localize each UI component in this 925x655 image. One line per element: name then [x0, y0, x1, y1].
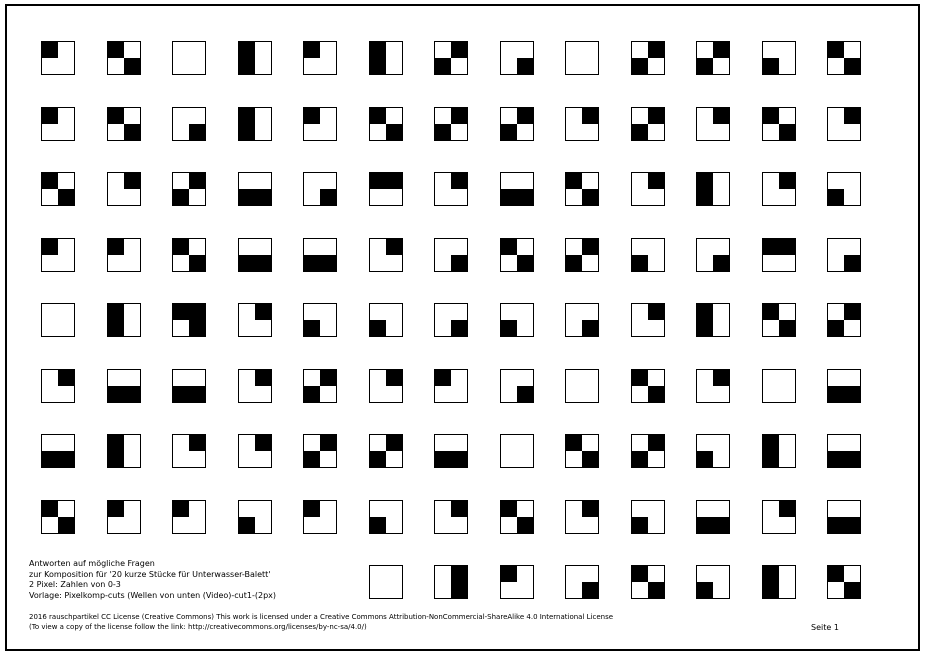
pixel-cell — [41, 369, 75, 403]
black-pixel — [566, 435, 582, 451]
black-pixel — [58, 370, 74, 386]
pixel-cell — [762, 303, 796, 337]
pixel-cell — [172, 369, 206, 403]
pixel-cell — [696, 238, 730, 272]
notes-line-3: 2 Pixel: Zahlen von 0-3 — [29, 580, 121, 589]
black-pixel — [370, 42, 386, 58]
pixel-cell — [762, 500, 796, 534]
notes-line-2: zur Komposition für '20 kurze Stücke für Unterwasser-Balett' — [29, 569, 271, 579]
pixel-cell — [238, 41, 272, 75]
black-pixel — [386, 239, 402, 255]
black-pixel — [173, 239, 189, 255]
black-pixel — [58, 189, 74, 205]
black-pixel — [763, 566, 779, 582]
pixel-cell — [565, 107, 599, 141]
black-pixel — [844, 582, 860, 598]
black-pixel — [648, 435, 664, 451]
black-pixel — [697, 582, 713, 598]
black-pixel — [501, 566, 517, 582]
black-pixel — [828, 517, 844, 533]
black-pixel — [648, 304, 664, 320]
black-pixel — [844, 58, 860, 74]
pixel-cell — [434, 238, 468, 272]
black-pixel — [632, 124, 648, 140]
black-pixel — [648, 42, 664, 58]
black-pixel — [648, 582, 664, 598]
black-pixel — [173, 501, 189, 517]
black-pixel — [255, 304, 271, 320]
pixel-cell — [369, 434, 403, 468]
black-pixel — [763, 451, 779, 467]
black-pixel — [58, 517, 74, 533]
black-pixel — [239, 255, 255, 271]
black-pixel — [451, 566, 467, 582]
pixel-cell — [107, 107, 141, 141]
pixel-cell — [238, 369, 272, 403]
black-pixel — [370, 173, 386, 189]
black-pixel — [517, 189, 533, 205]
black-pixel — [451, 173, 467, 189]
pixel-cell — [827, 500, 861, 534]
pixel-cell — [696, 303, 730, 337]
pixel-cell — [172, 107, 206, 141]
pixel-cell — [41, 303, 75, 337]
black-pixel — [582, 501, 598, 517]
black-pixel — [763, 239, 779, 255]
pixel-cell — [631, 41, 665, 75]
black-pixel — [632, 566, 648, 582]
license-notice — [29, 612, 613, 632]
pixel-cell — [696, 172, 730, 206]
pixel-cell — [107, 41, 141, 75]
black-pixel — [108, 386, 124, 402]
pixel-cell — [762, 172, 796, 206]
pixel-cell — [827, 41, 861, 75]
black-pixel — [239, 108, 255, 124]
pixel-cell — [434, 303, 468, 337]
black-pixel — [844, 304, 860, 320]
pixel-cell — [762, 238, 796, 272]
license-line-1: 2016 rauschpartikel CC License (Creative Commons) This work is licensed under a Creative Commons Attribution-NonCommercial-ShareAlike 4.0 International License — [29, 613, 614, 621]
black-pixel — [763, 582, 779, 598]
black-pixel — [320, 370, 336, 386]
document-page — [5, 4, 920, 651]
pixel-cell — [827, 172, 861, 206]
black-pixel — [582, 451, 598, 467]
black-pixel — [501, 501, 517, 517]
black-pixel — [189, 173, 205, 189]
black-pixel — [451, 501, 467, 517]
pixel-cell — [500, 369, 534, 403]
black-pixel — [124, 386, 140, 402]
black-pixel — [632, 255, 648, 271]
black-pixel — [844, 108, 860, 124]
pixel-cell — [303, 238, 337, 272]
black-pixel — [582, 108, 598, 124]
pixel-cell — [238, 238, 272, 272]
black-pixel — [386, 370, 402, 386]
pixel-cell — [434, 500, 468, 534]
black-pixel — [435, 451, 451, 467]
black-pixel — [370, 451, 386, 467]
black-pixel — [173, 386, 189, 402]
black-pixel — [124, 173, 140, 189]
black-pixel — [42, 451, 58, 467]
pixel-cell — [41, 172, 75, 206]
pixel-cell — [172, 41, 206, 75]
black-pixel — [517, 386, 533, 402]
black-pixel — [763, 304, 779, 320]
black-pixel — [828, 566, 844, 582]
pixel-cell — [565, 565, 599, 599]
pixel-cell — [107, 434, 141, 468]
black-pixel — [189, 124, 205, 140]
black-pixel — [763, 435, 779, 451]
pixel-cell — [303, 172, 337, 206]
black-pixel — [451, 320, 467, 336]
black-pixel — [582, 189, 598, 205]
black-pixel — [386, 173, 402, 189]
pixel-cell — [303, 500, 337, 534]
pixel-cell — [631, 107, 665, 141]
black-pixel — [828, 386, 844, 402]
pixel-cell — [172, 434, 206, 468]
pixel-cell — [369, 303, 403, 337]
pixel-cell — [500, 41, 534, 75]
pixel-cell — [303, 303, 337, 337]
black-pixel — [189, 255, 205, 271]
pixel-cell — [827, 107, 861, 141]
black-pixel — [828, 320, 844, 336]
black-pixel — [713, 255, 729, 271]
pixel-cell — [500, 238, 534, 272]
black-pixel — [108, 239, 124, 255]
black-pixel — [697, 304, 713, 320]
black-pixel — [713, 370, 729, 386]
black-pixel — [501, 320, 517, 336]
pixel-cell — [827, 369, 861, 403]
black-pixel — [108, 501, 124, 517]
black-pixel — [239, 58, 255, 74]
black-pixel — [632, 517, 648, 533]
black-pixel — [42, 173, 58, 189]
pixel-cell — [107, 500, 141, 534]
pixel-cell — [172, 303, 206, 337]
pixel-cell — [565, 369, 599, 403]
black-pixel — [779, 320, 795, 336]
black-pixel — [566, 173, 582, 189]
pixel-cell — [303, 107, 337, 141]
black-pixel — [320, 255, 336, 271]
black-pixel — [386, 435, 402, 451]
black-pixel — [697, 320, 713, 336]
black-pixel — [517, 108, 533, 124]
black-pixel — [255, 370, 271, 386]
pixel-cell — [41, 238, 75, 272]
pixel-cell — [107, 238, 141, 272]
black-pixel — [255, 435, 271, 451]
black-pixel — [697, 451, 713, 467]
pixel-cell — [500, 172, 534, 206]
black-pixel — [713, 517, 729, 533]
black-pixel — [108, 108, 124, 124]
black-pixel — [42, 42, 58, 58]
black-pixel — [582, 239, 598, 255]
pixel-cell — [434, 41, 468, 75]
black-pixel — [304, 501, 320, 517]
black-pixel — [189, 320, 205, 336]
black-pixel — [844, 451, 860, 467]
pixel-cell — [369, 107, 403, 141]
pixel-cell — [696, 41, 730, 75]
pixel-cell — [238, 500, 272, 534]
pixel-cell — [827, 303, 861, 337]
black-pixel — [697, 189, 713, 205]
black-pixel — [844, 255, 860, 271]
pixel-cell — [762, 565, 796, 599]
black-pixel — [370, 517, 386, 533]
black-pixel — [828, 42, 844, 58]
black-pixel — [451, 255, 467, 271]
pixel-cell — [107, 369, 141, 403]
pixel-cell — [631, 172, 665, 206]
pixel-cell — [827, 565, 861, 599]
black-pixel — [763, 108, 779, 124]
black-pixel — [435, 124, 451, 140]
pixel-cell — [369, 238, 403, 272]
black-pixel — [501, 189, 517, 205]
pixel-cell — [369, 500, 403, 534]
black-pixel — [239, 124, 255, 140]
pixel-cell — [172, 500, 206, 534]
black-pixel — [451, 451, 467, 467]
pixel-cell — [434, 369, 468, 403]
pixel-cell — [631, 303, 665, 337]
pixel-cell — [696, 565, 730, 599]
black-pixel — [697, 173, 713, 189]
pixel-cell — [631, 369, 665, 403]
pixel-cell — [238, 172, 272, 206]
black-pixel — [304, 255, 320, 271]
black-pixel — [501, 239, 517, 255]
black-pixel — [370, 320, 386, 336]
pixel-cell — [107, 303, 141, 337]
black-pixel — [566, 255, 582, 271]
black-pixel — [304, 108, 320, 124]
black-pixel — [517, 58, 533, 74]
black-pixel — [370, 108, 386, 124]
black-pixel — [42, 108, 58, 124]
black-pixel — [189, 435, 205, 451]
black-pixel — [173, 304, 189, 320]
pixel-cell — [303, 369, 337, 403]
pixel-cell — [172, 172, 206, 206]
black-pixel — [517, 255, 533, 271]
pixel-cell — [41, 107, 75, 141]
black-pixel — [844, 517, 860, 533]
pixel-cell — [238, 434, 272, 468]
pixel-cell — [696, 369, 730, 403]
pixel-cell — [238, 107, 272, 141]
pixel-cell — [565, 500, 599, 534]
pixel-cell — [762, 41, 796, 75]
black-pixel — [304, 320, 320, 336]
pixel-cell — [696, 107, 730, 141]
pixel-cell — [827, 238, 861, 272]
pixel-cell — [631, 565, 665, 599]
pixel-cell — [434, 107, 468, 141]
black-pixel — [255, 189, 271, 205]
black-pixel — [582, 582, 598, 598]
pixel-cell — [500, 434, 534, 468]
page-number: Seite 1 — [811, 623, 839, 632]
black-pixel — [320, 189, 336, 205]
black-pixel — [451, 108, 467, 124]
black-pixel — [304, 451, 320, 467]
pixel-cell — [631, 238, 665, 272]
pixel-cell — [172, 238, 206, 272]
black-pixel — [42, 501, 58, 517]
pixel-cell — [107, 172, 141, 206]
notes-line-1: Antworten auf mögliche Fragen — [29, 559, 155, 568]
pixel-cell — [369, 565, 403, 599]
pixel-cell — [827, 434, 861, 468]
pixel-cell — [500, 303, 534, 337]
black-pixel — [779, 124, 795, 140]
pixel-cell — [41, 41, 75, 75]
black-pixel — [320, 435, 336, 451]
pixel-cell — [238, 303, 272, 337]
black-pixel — [435, 370, 451, 386]
black-pixel — [697, 58, 713, 74]
black-pixel — [779, 239, 795, 255]
black-pixel — [779, 501, 795, 517]
pixel-cell — [762, 369, 796, 403]
license-line-2: (To view a copy of the license follow the link: http://creativecommons.org/licenses/by-nc-sa/4.0/) — [29, 623, 367, 631]
black-pixel — [239, 517, 255, 533]
pixel-cell — [631, 500, 665, 534]
pixel-cell — [303, 41, 337, 75]
black-pixel — [108, 320, 124, 336]
black-pixel — [370, 58, 386, 74]
pixel-cell — [762, 107, 796, 141]
black-pixel — [763, 58, 779, 74]
black-pixel — [632, 370, 648, 386]
black-pixel — [779, 173, 795, 189]
pixel-cell — [41, 434, 75, 468]
pixel-cell — [500, 107, 534, 141]
black-pixel — [648, 386, 664, 402]
black-pixel — [124, 58, 140, 74]
pixel-cell — [565, 172, 599, 206]
black-pixel — [501, 124, 517, 140]
notes-line-4: Vorlage: Pixelkomp-cuts (Wellen von unten (Video)-cut1-(2px) — [29, 590, 277, 600]
pixel-cell — [41, 500, 75, 534]
pixel-cell — [565, 41, 599, 75]
black-pixel — [108, 304, 124, 320]
pixel-cell — [369, 369, 403, 403]
pixel-cell — [434, 565, 468, 599]
composition-notes — [29, 559, 276, 601]
black-pixel — [713, 108, 729, 124]
black-pixel — [632, 451, 648, 467]
black-pixel — [648, 108, 664, 124]
black-pixel — [239, 189, 255, 205]
black-pixel — [582, 320, 598, 336]
black-pixel — [239, 42, 255, 58]
pixel-cell — [631, 434, 665, 468]
black-pixel — [648, 173, 664, 189]
pixel-cell — [369, 172, 403, 206]
black-pixel — [42, 239, 58, 255]
black-pixel — [108, 435, 124, 451]
pixel-cell — [500, 500, 534, 534]
black-pixel — [108, 42, 124, 58]
black-pixel — [844, 386, 860, 402]
black-pixel — [386, 124, 402, 140]
pixel-cell — [565, 434, 599, 468]
black-pixel — [451, 582, 467, 598]
black-pixel — [304, 42, 320, 58]
pixel-cell — [696, 434, 730, 468]
black-pixel — [828, 451, 844, 467]
pixel-cell — [762, 434, 796, 468]
black-pixel — [108, 451, 124, 467]
black-pixel — [697, 517, 713, 533]
pixel-cell — [369, 41, 403, 75]
black-pixel — [451, 42, 467, 58]
pixel-cell — [565, 303, 599, 337]
black-pixel — [189, 304, 205, 320]
black-pixel — [124, 124, 140, 140]
black-pixel — [713, 42, 729, 58]
pixel-cell — [434, 434, 468, 468]
pixel-cell — [303, 434, 337, 468]
black-pixel — [189, 386, 205, 402]
black-pixel — [304, 386, 320, 402]
pixel-cell — [500, 565, 534, 599]
black-pixel — [58, 451, 74, 467]
black-pixel — [173, 189, 189, 205]
black-pixel — [828, 189, 844, 205]
black-pixel — [435, 58, 451, 74]
black-pixel — [255, 255, 271, 271]
black-pixel — [632, 58, 648, 74]
pixel-cell — [434, 172, 468, 206]
pixel-cell — [565, 238, 599, 272]
black-pixel — [517, 517, 533, 533]
pixel-cell — [696, 500, 730, 534]
